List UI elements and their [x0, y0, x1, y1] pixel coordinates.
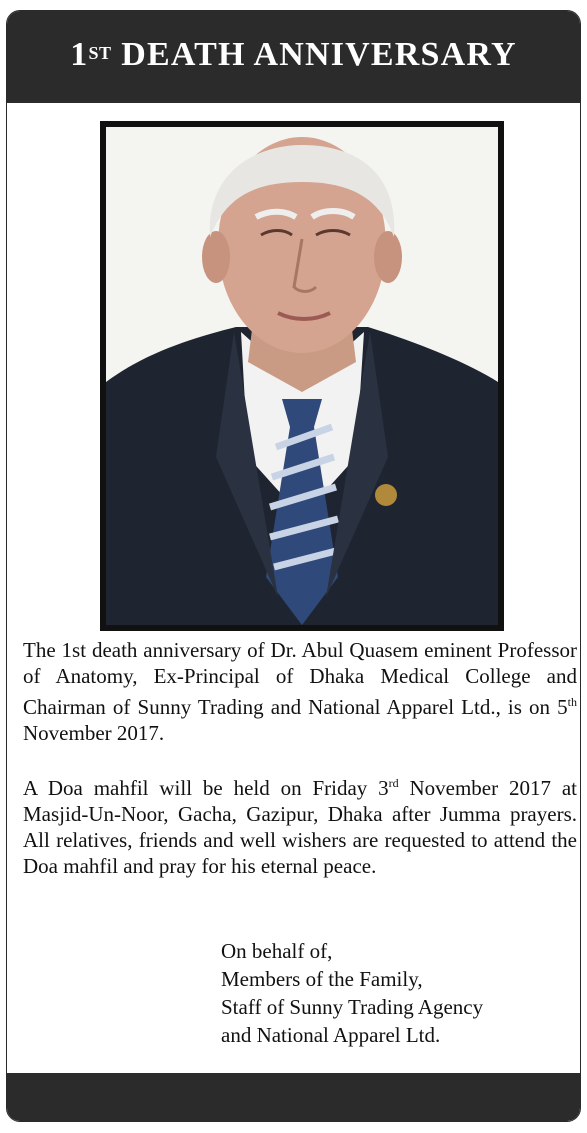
- doa-details-text: November 2017 at Masjid-Un-Noor, Gacha, Gazipur, Dhaka after Jumma prayers. All relatives, friends and well wishers are requested to attend the Doa mahfil and pray for his eternal peace.: [23, 776, 577, 878]
- signature-block: [221, 937, 483, 1049]
- doa-text: A Doa mahfil will be held on Friday 3: [23, 776, 389, 800]
- title-ordinal-suffix: ST: [88, 43, 112, 63]
- doa-date-ordinal-suffix: rd: [388, 776, 399, 790]
- notice-title: [7, 35, 580, 75]
- notice-body: [23, 637, 577, 879]
- title-number: 1: [70, 36, 89, 73]
- portrait-photo: [106, 127, 498, 625]
- anniversary-paragraph: [23, 637, 577, 746]
- portrait-illustration: [106, 127, 498, 625]
- anniversary-notice: [6, 10, 581, 1122]
- date-ordinal-suffix: th: [567, 695, 577, 709]
- anniversary-text: The 1st death anniversary of Dr. Abul Quasem eminent Professor of Anatomy, Ex-Principal of Dhaka Medical College and Chairman of Sunny Trading and National Apparel Ltd., is on 5: [23, 638, 577, 719]
- doa-paragraph: [23, 770, 577, 879]
- signature-line-1: On behalf of,: [221, 939, 333, 963]
- anniversary-date-text: November 2017.: [23, 721, 165, 745]
- signature-line-3: Staff of Sunny Trading Agency: [221, 995, 484, 1019]
- photo-frame: [100, 121, 504, 631]
- header-band: [7, 11, 580, 103]
- signature-line-4: and National Apparel Ltd.: [221, 1023, 441, 1047]
- title-text: DEATH ANNIVERSARY: [121, 36, 517, 73]
- footer-band: [7, 1073, 580, 1121]
- signature-line-2: Members of the Family,: [221, 967, 423, 991]
